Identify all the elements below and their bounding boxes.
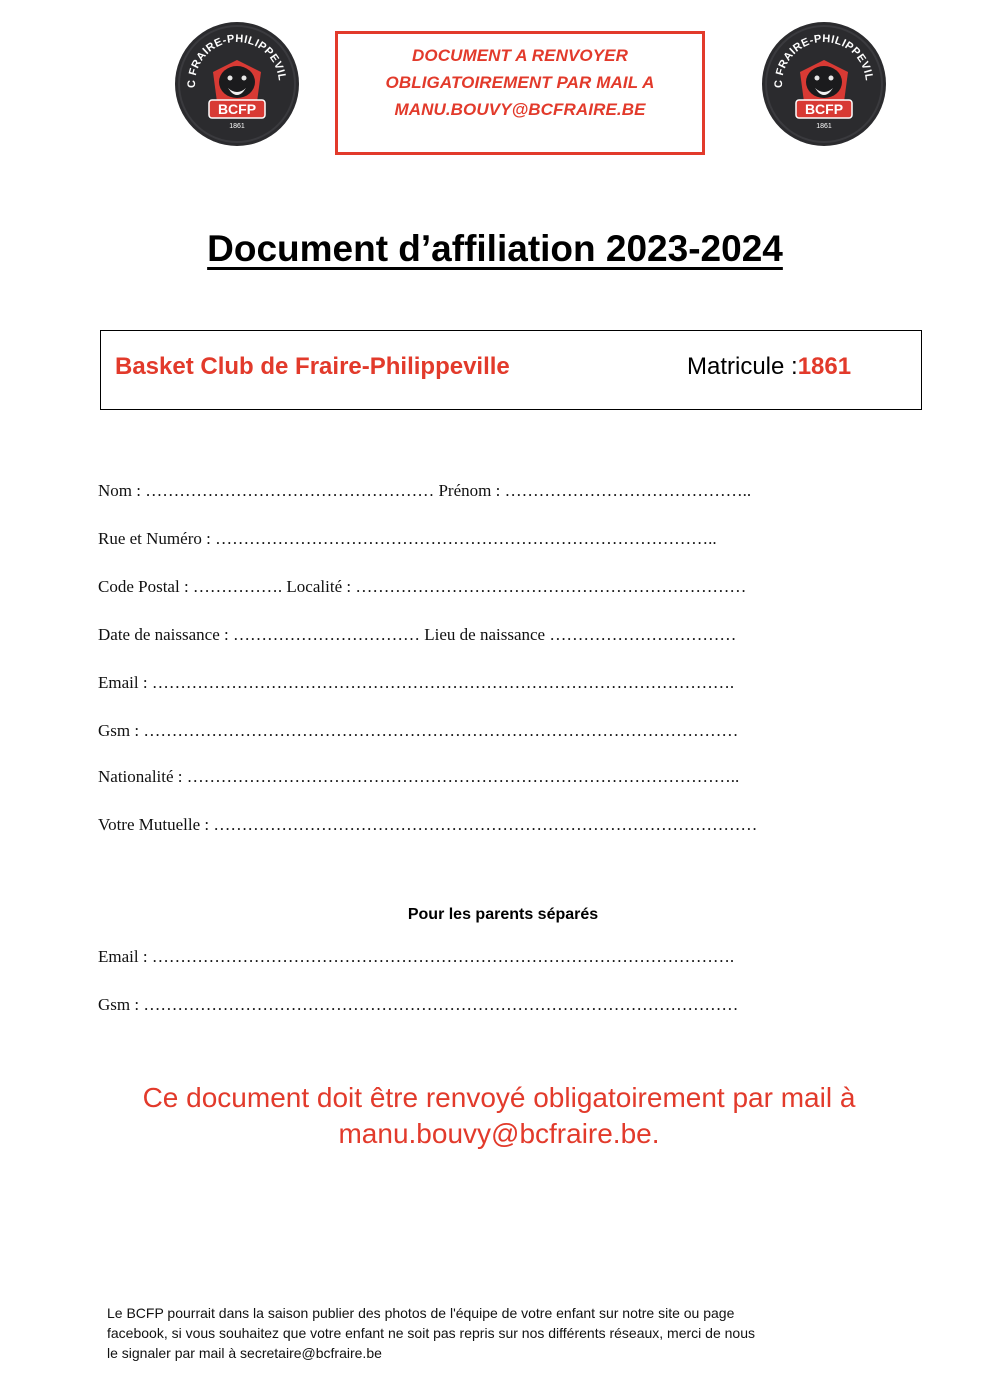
notice-line-1: DOCUMENT A RENVOYER bbox=[412, 46, 628, 65]
svg-text:1861: 1861 bbox=[816, 123, 832, 130]
field-mutuelle[interactable]: Votre Mutuelle : …………………………………………………………………………………… bbox=[98, 815, 758, 834]
footer-line-3: le signaler par mail à secretaire@bcfraire.be bbox=[107, 1345, 382, 1361]
svg-text:BCFP: BCFP bbox=[217, 101, 257, 117]
separated-parents-heading: Pour les parents séparés bbox=[407, 906, 599, 923]
field-separated-email[interactable]: Email : …………………………………………………………………………………………. bbox=[98, 947, 735, 966]
notice-box bbox=[335, 31, 705, 155]
field-separated-gsm[interactable]: Gsm : …………………………………………………………………………………………… bbox=[98, 995, 739, 1014]
field-gsm[interactable]: Gsm : …………………………………………………………………………………………… bbox=[98, 721, 739, 740]
field-rue-numero[interactable]: Rue et Numéro : …………………………………………………………………………….. bbox=[98, 529, 717, 548]
footer-line-1: Le BCFP pourrait dans la saison publier des photos de l'équipe de votre enfant sur notre site ou page bbox=[107, 1305, 735, 1321]
matricule bbox=[687, 353, 851, 381]
closing-line-2: manu.bouvy@bcfraire.be. bbox=[338, 1118, 660, 1149]
notice-line-3: MANU.BOUVY@BCFRAIRE.BE bbox=[394, 100, 646, 119]
document-title: Document d’affiliation 2023-2024 bbox=[207, 228, 783, 269]
closing-notice bbox=[0, 1080, 990, 1152]
svg-text:BC FRAIRE-PHILIPPEVILLE: C FRAIRE-PHILIPPEVIL bbox=[772, 32, 875, 88]
matricule-value: 1861 bbox=[797, 353, 852, 380]
svg-text:1861: 1861 bbox=[229, 123, 245, 130]
field-naissance[interactable]: Date de naissance : …………………………… Lieu de naissance …………………………… bbox=[98, 625, 737, 644]
field-nom-prenom[interactable]: Nom : …………………………………………… Prénom : …………………………………….. bbox=[98, 481, 752, 500]
club-name: Basket Club de Fraire-Philippeville bbox=[115, 353, 510, 380]
closing-line-1: Ce document doit être renvoyé obligatoirement par mail à bbox=[142, 1082, 856, 1113]
club-info-box bbox=[100, 330, 922, 410]
club-logo-right bbox=[760, 20, 888, 148]
bear-logo-icon bbox=[760, 20, 888, 148]
field-email[interactable]: Email : …………………………………………………………………………………………. bbox=[98, 673, 735, 692]
footer-line-2: facebook, si vous souhaitez que votre enfant ne soit pas repris sur nos différents réseaux, merci de nous bbox=[107, 1325, 755, 1341]
field-code-postal-localite[interactable]: Code Postal : ……………. Localité : …………………………………………………………… bbox=[98, 577, 747, 596]
field-nationalite[interactable]: Nationalité : …………………………………………………………………………………….. bbox=[98, 767, 740, 786]
svg-text:BCFP: BCFP bbox=[804, 101, 844, 117]
svg-text:BC FRAIRE-PHILIPPEVILLE: C FRAIRE-PHILIPPEVIL bbox=[185, 32, 288, 88]
bear-logo-icon bbox=[173, 20, 301, 148]
club-logo-left bbox=[173, 20, 301, 148]
notice-line-2: OBLIGATOIREMENT PAR MAIL A bbox=[385, 73, 655, 92]
matricule-label: Matricule : bbox=[687, 353, 798, 380]
photo-consent-footer bbox=[107, 1303, 897, 1363]
